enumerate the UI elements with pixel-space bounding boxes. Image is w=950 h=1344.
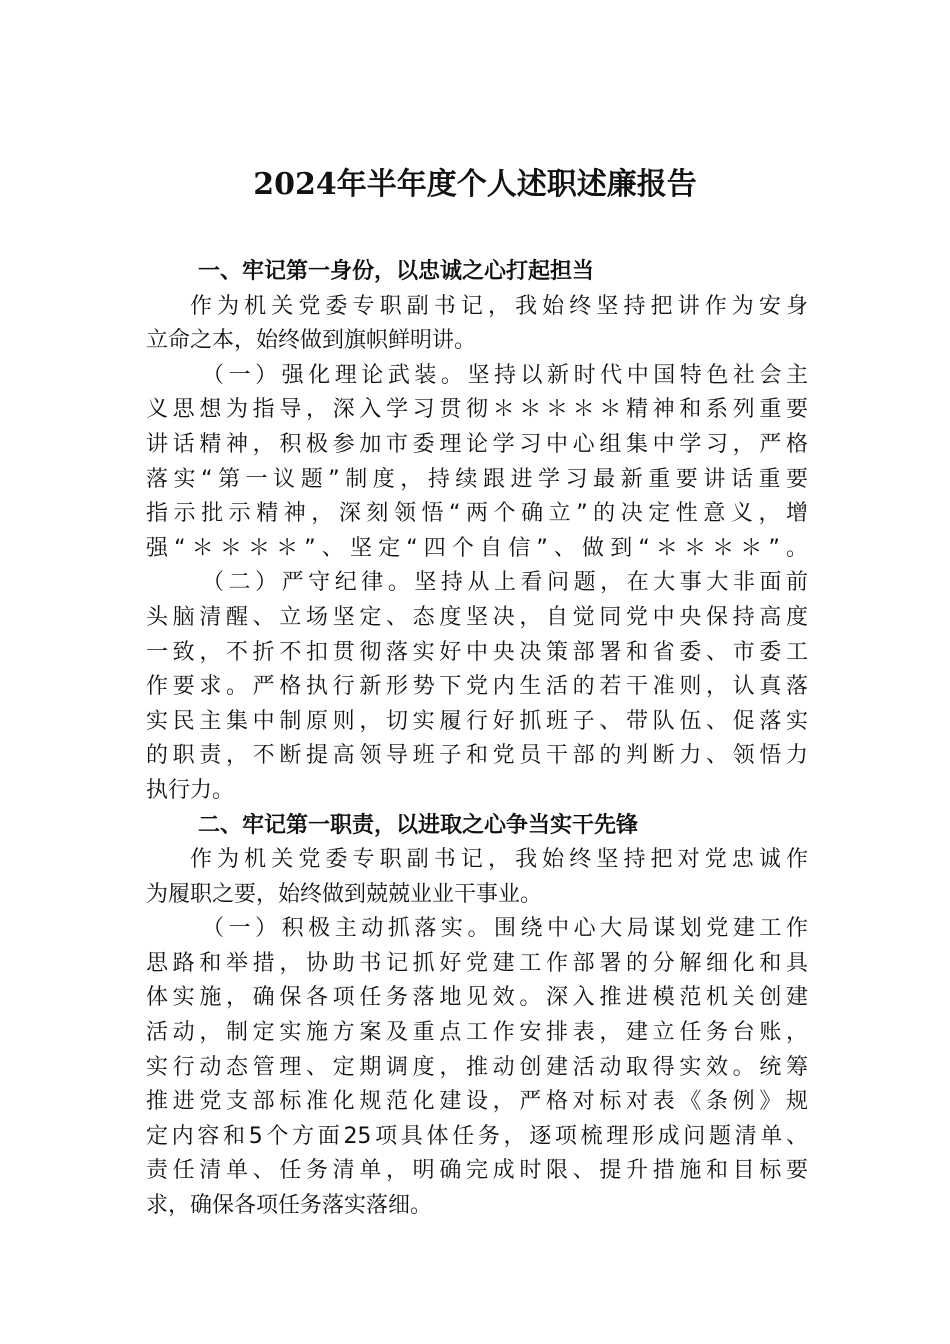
paragraph-line: 指示批示精神，深刻领悟“两个确立”的决定性意义，增	[146, 501, 808, 527]
paragraph-line: （一）积极主动抓落实。围绕中心大局谋划党建工作	[202, 916, 808, 942]
paragraph-line: 落实“第一议题”制度，持续跟进学习最新重要讲话重要	[146, 466, 808, 492]
paragraph-line: 责任清单、任务清单，明确完成时限、提升措施和目标要	[146, 1158, 808, 1184]
section-heading-2: 二、牢记第一职责，以进取之心争当实干先锋	[198, 812, 639, 838]
section-heading-1: 一、牢记第一身份，以忠诚之心打起担当	[198, 259, 595, 284]
paragraph-line: 实行动态管理、定期调度，推动创建活动取得实效。统筹	[146, 1054, 808, 1080]
paragraph-line: 作为机关党委专职副书记，我始终坚持把讲作为安身	[190, 293, 808, 319]
paragraph-line: 作要求。严格执行新形势下党内生活的若干准则，认真落	[146, 674, 808, 700]
paragraph-line: 讲话精神，积极参加市委理论学习中心组集中学习，严格	[146, 431, 808, 457]
paragraph-line: 头脑清醒、立场坚定、态度坚决，自觉同党中央保持高度	[146, 604, 808, 630]
paragraph-line: 强“＊＊＊＊”、坚定“四个自信”、做到“＊＊＊＊”。	[146, 535, 808, 561]
paragraph-line: （一）强化理论武装。坚持以新时代中国特色社会主	[202, 362, 808, 388]
document-body	[146, 255, 808, 1224]
paragraph-line: 执行力。	[146, 777, 235, 803]
paragraph-line: 作为机关党委专职副书记，我始终坚持把对党忠诚作	[190, 847, 808, 873]
paragraph-line: 思路和举措，协助书记抓好党建工作部署的分解细化和具	[146, 950, 808, 976]
document-title: 2024年半年度个人述职述廉报告	[253, 167, 697, 202]
paragraph-line: 活动，制定实施方案及重点工作安排表，建立任务台账，	[146, 1020, 808, 1046]
paragraph-line: 立命之本，始终做到旗帜鲜明讲。	[146, 328, 477, 354]
paragraph-line: （二）严守纪律。坚持从上看问题，在大事大非面前	[202, 570, 808, 596]
paragraph-line: 一致，不折不扣贯彻落实好中央决策部署和省委、市委工	[146, 639, 808, 665]
paragraph-line: 实民主集中制原则，切实履行好抓班子、带队伍、促落实	[146, 708, 808, 734]
paragraph-line: 推进党支部标准化规范化建设，严格对标对表《条例》规	[146, 1089, 808, 1115]
paragraph-line: 体实施，确保各项任务落地见效。深入推进模范机关创建	[146, 985, 808, 1011]
paragraph-line: 定内容和5个方面25项具体任务，逐项梳理形成问题清单、	[146, 1123, 808, 1149]
paragraph-line: 为履职之要，始终做到兢兢业业干事业。	[146, 881, 543, 907]
paragraph-line: 义思想为指导，深入学习贯彻＊＊＊＊＊精神和系列重要	[146, 397, 808, 423]
paragraph-line: 求，确保各项任务落实落细。	[146, 1193, 433, 1219]
paragraph-line: 的职责，不断提高领导班子和党员干部的判断力、领悟力	[146, 743, 808, 769]
